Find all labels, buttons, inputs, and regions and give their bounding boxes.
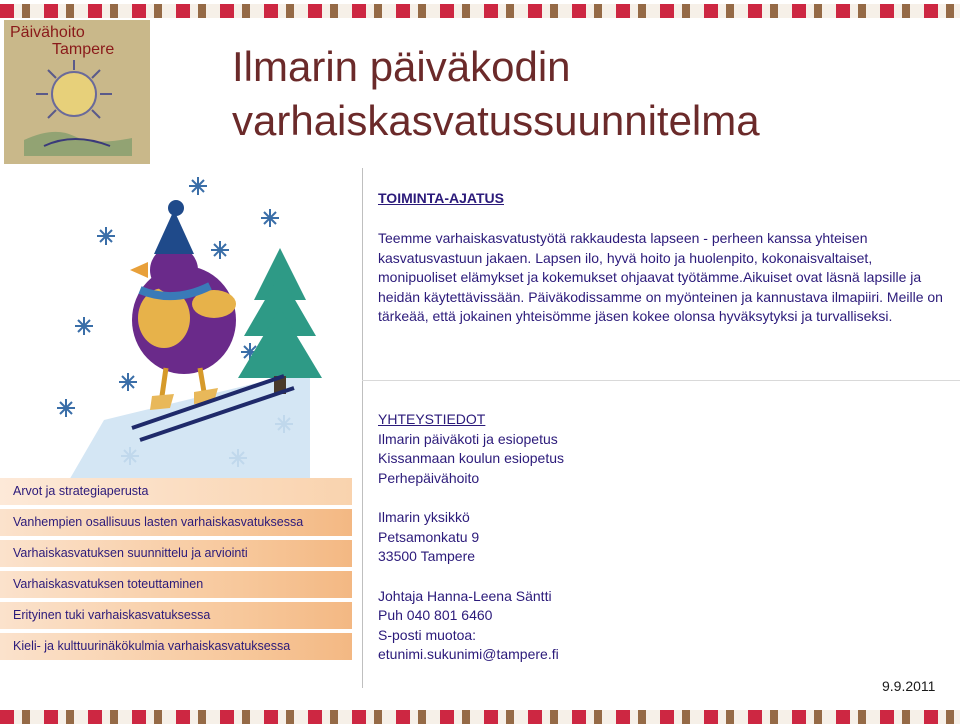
vertical-divider — [362, 168, 363, 688]
nav-item-kieli-kulttuuri[interactable]: Kieli- ja kulttuurinäkökulmia varhaiskasvatuksessa — [0, 633, 352, 660]
director-line: Johtaja Hanna-Leena Säntti — [378, 587, 552, 604]
spacer — [378, 488, 938, 508]
address-line: 33500 Tampere — [378, 548, 476, 564]
logo-text-line2: Tampere — [52, 41, 115, 58]
paivahoito-tampere-logo[interactable] — [4, 20, 150, 164]
page-title-line2: varhaiskasvatussuunnitelma — [232, 97, 760, 144]
nav-item-arvot[interactable]: Arvot ja strategiaperusta — [0, 478, 352, 505]
toiminta-ajatus-heading[interactable]: TOIMINTA-AJATUS — [378, 190, 504, 206]
page-title-line1: Ilmarin päiväkodin — [232, 43, 571, 90]
pine-tree-icon — [238, 248, 322, 394]
page-title — [232, 40, 952, 148]
top-decorative-border — [0, 4, 960, 18]
unit-line: Kissanmaan koulun esiopetus — [378, 450, 565, 466]
bottom-decorative-border — [0, 710, 960, 724]
email-example-line: etunimi.sukunimi@tampere.fi — [378, 646, 559, 662]
contact-heading[interactable]: YHTEYSTIEDOT — [378, 411, 486, 427]
spacer — [378, 567, 938, 587]
address-line: Petsamonkatu 9 — [378, 528, 480, 545]
contact-info — [378, 410, 938, 665]
sun-drawing-icon — [14, 56, 140, 160]
logo-text-line1: Päivähoito — [10, 24, 85, 41]
snow-slope — [68, 370, 310, 482]
nav-item-erityinen-tuki[interactable]: Erityinen tuki varhaiskasvatuksessa — [0, 602, 352, 629]
nav-item-suunnittelu[interactable]: Varhaiskasvatuksen suunnittelu ja arviointi — [0, 540, 352, 567]
nav-item-toteuttaminen[interactable]: Varhaiskasvatuksen toteuttaminen — [0, 571, 352, 598]
date-label: 9.9.2011 — [882, 678, 936, 694]
horizontal-divider — [362, 380, 960, 381]
toiminta-ajatus-text: Teemme varhaiskasvatustyötä rakkaudesta lapseen - perheen kanssa yhteisen kasvatusvastuun jakaen. Lapsen ilo, hyvä hoito ja huolenpito, kokonaisvaltaiset, monipuoliset elämykset ja kokemukset ohjaavat työtämme.Aikuiset ovat läsnä lapsille ja heidän käytettävissään. Päiväkodissamme on myönteinen ja kannustava ilmapiiri. Meille on tärkeää, että jokainen yhteisömme jäsen kokee olonsa hyväksytyksi ja turvalliseksi. — [378, 230, 943, 324]
bird-icon — [130, 200, 236, 410]
skiing-bird-illustration — [44, 170, 344, 490]
email-format-line: S-posti muotoa: — [378, 626, 477, 643]
unit-line: Ilmarin päiväkoti ja esiopetus — [378, 430, 558, 447]
phone-line: Puh 040 801 6460 — [378, 607, 493, 623]
address-line: Ilmarin yksikkö — [378, 509, 470, 525]
unit-line: Perhepäivähoito — [378, 469, 480, 486]
logo-text — [10, 24, 114, 58]
sidebar-nav — [0, 478, 352, 664]
nav-item-vanhempien-osallisuus[interactable]: Vanhempien osallisuus lasten varhaiskasvatuksessa — [0, 509, 352, 536]
